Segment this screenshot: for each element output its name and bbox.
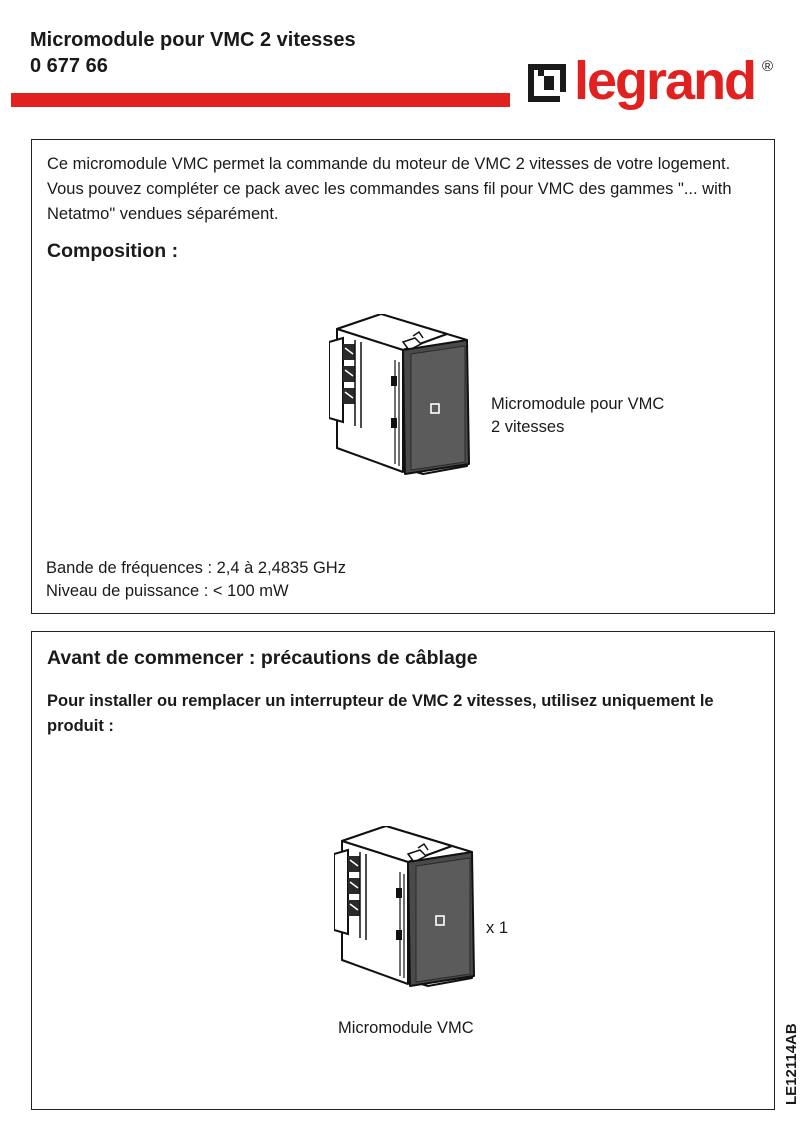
power-level: Niveau de puissance : < 100 mW <box>46 582 289 600</box>
intro-line-1: Ce micromodule VMC permet la commande du moteur de VMC 2 vitesses de votre logement. <box>47 155 731 173</box>
composition-heading: Composition : <box>47 240 179 262</box>
legrand-wordmark: legrand <box>574 51 756 111</box>
wiring-heading: Avant de commencer : précautions de câblage <box>47 647 478 669</box>
wiring-instruction <box>47 689 767 739</box>
product-label: Micromodule VMC <box>338 1019 474 1037</box>
intro-paragraph <box>47 152 767 227</box>
instruction-line-2: produit : <box>47 717 114 735</box>
header-red-bar <box>11 93 510 107</box>
product-label-line-1: Micromodule pour VMC <box>491 395 665 413</box>
composition-box <box>31 139 775 614</box>
intro-line-2: Vous pouvez compléter ce pack avec les commandes sans fil pour VMC des gammes "... with <box>47 180 732 198</box>
product-label-line-2: 2 vitesses <box>491 418 565 436</box>
micromodule-icon <box>334 826 478 990</box>
quantity-label: x 1 <box>486 919 509 937</box>
legrand-logo <box>524 51 786 118</box>
specifications <box>46 557 346 603</box>
wiring-box <box>31 631 775 1110</box>
product-label <box>491 393 664 439</box>
red-bar-fill <box>11 93 510 107</box>
title-line-1: Micromodule pour VMC 2 vitesses <box>30 29 356 51</box>
instruction-line-1: Pour installer ou remplacer un interrupteur de VMC 2 vitesses, utilisez uniquement le <box>47 692 714 710</box>
registered-mark: ® <box>762 58 774 75</box>
document-code: LE12114AB <box>783 1023 800 1105</box>
legrand-logo-icon <box>524 60 570 106</box>
frequency-band: Bande de fréquences : 2,4 à 2,4835 GHz <box>46 559 346 577</box>
micromodule-icon <box>329 314 473 478</box>
intro-line-3: Netatmo" vendues séparément. <box>47 205 279 223</box>
document-title <box>30 27 356 79</box>
title-product-code: 0 677 66 <box>30 55 108 77</box>
